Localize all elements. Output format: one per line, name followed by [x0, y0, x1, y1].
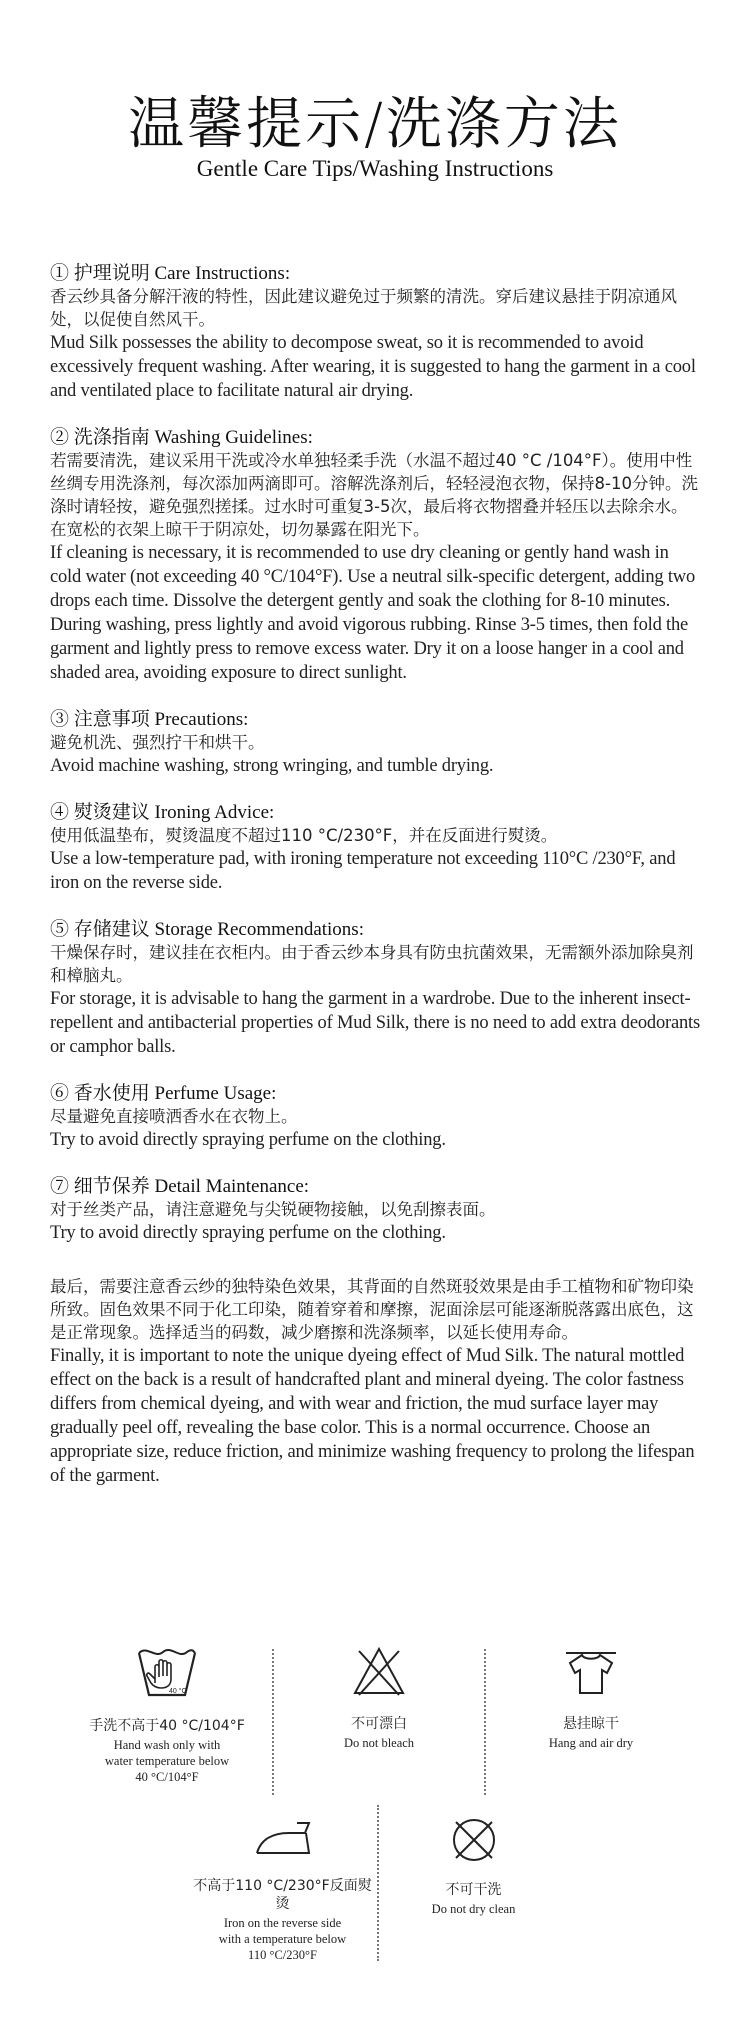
final-note	[50, 1275, 702, 1488]
care-symbol-hang-dry	[486, 1643, 696, 1795]
section-text-zh: 对于丝类产品，请注意避免与尖锐硬物接触，以免刮擦表面。	[50, 1200, 496, 1219]
section-text-zh: 干燥保存时，建议挂在衣柜内。由于香云纱本身具有防虫抗菌效果，无需额外添加除臭剂和樟脑丸。	[50, 943, 694, 985]
section-perfume	[50, 1082, 702, 1152]
care-label-zh: 不可干洗	[445, 1882, 502, 1898]
care-label-en: Hang and air dry	[548, 1736, 634, 1750]
section-text-en: Use a low-temperature pad, with ironing temperature not exceeding 110°C /230°F, and iron on the reverse side.	[50, 849, 676, 893]
section-text-en: If cleaning is necessary, it is recommended to use dry cleaning or gently hand wash in cold water (not exceeding 40 °C/104°F). Use a neutral silk-specific detergent, adding two drops each time. Dissolve the detergent gently and soak the clothing for 8-10 minutes. During washing, press lightly and avoid vigorous rubbing. Rinse 3-5 times, then fold the garment and lightly press to remove excess water. Dry it on a loose hanger in a cool and shaded area, avoiding exposure to direct sunlight.	[50, 543, 695, 683]
care-symbol-no-bleach	[274, 1643, 484, 1795]
section-text-en: Try to avoid directly spraying perfume on the clothing.	[50, 1130, 446, 1150]
section-text-en: Try to avoid directly spraying perfume on the clothing.	[50, 1223, 446, 1243]
section-text-en: Mud Silk possesses the ability to decompose sweat, so it is recommended to avoid excessively frequent washing. After wearing, it is suggested to hang the garment in a cool and ventilated place to facilitate natural air drying.	[50, 333, 696, 401]
care-label-zh: 手洗不高于40 °C/104°F	[89, 1718, 245, 1734]
page-subtitle: Gentle Care Tips/Washing Instructions	[196, 156, 554, 181]
section-text-en: Avoid machine washing, strong wringing, and tumble drying.	[50, 756, 494, 776]
care-label-zh: 不可漂白	[351, 1716, 407, 1732]
section-text-zh: 若需要清洗，建议采用干洗或冷水单独轻柔手洗（水温不超过40 °C /104°F）。使用中性丝绸专用洗涤剂，每次添加两滴即可。溶解洗涤剂后，轻轻浸泡衣物，保持8-10分钟。洗涤时请轻按，避免强烈搓揉。过水时可重复3-5次，最后将衣物摺叠并轻压以去除余水。在宽松的衣架上晾干于阴凉处，切勿暴露在阳光下。	[50, 451, 698, 539]
care-label-en: Iron on the reverse side with a temperature below 110 °C/230°F	[218, 1916, 347, 1962]
care-symbol-no-dry-clean	[379, 1813, 568, 1963]
no-bleach-icon	[350, 1643, 408, 1701]
iron-low-icon	[251, 1813, 315, 1863]
care-icons-row-2	[188, 1813, 566, 1963]
care-label-zh: 不高于110 °C/230°F反面熨烫	[193, 1878, 372, 1912]
page-title: 温馨提示/洗涤方法	[128, 92, 622, 157]
care-label-en: Hand wash only with water temperature below 40 °C/104°F	[104, 1738, 230, 1784]
section-heading: ① 护理说明 Care Instructions:	[50, 263, 291, 284]
hand-wash-icon	[135, 1643, 199, 1703]
section-heading: ② 洗涤指南 Washing Guidelines:	[50, 427, 313, 448]
care-icons-row-1	[62, 1643, 692, 1795]
final-note-en: Finally, it is important to note the unique dyeing effect of Mud Silk. The natural mottled effect on the back is a result of handcrafted plant and mineral dyeing. The color fastness differs from chemical dyeing, and with wear and friction, the mud surface layer may gradually peel off, revealing the base color. This is a normal occurrence. Choose an appropriate size, reduce friction, and minimize washing frequency to prolong the lifespan of the garment.	[50, 1346, 695, 1486]
care-content	[50, 262, 702, 1511]
hand-wash-temp: 40 °C	[169, 1688, 187, 1695]
section-heading: ④ 熨烫建议 Ironing Advice:	[50, 802, 275, 823]
care-label-en: Do not dry clean	[431, 1902, 516, 1916]
section-heading: ⑤ 存储建议 Storage Recommendations:	[50, 919, 364, 940]
section-text-zh: 避免机洗、强烈拧干和烘干。	[50, 733, 265, 752]
section-storage	[50, 918, 702, 1059]
section-detail-maintenance	[50, 1175, 702, 1245]
section-ironing-advice	[50, 801, 702, 895]
section-washing-guidelines	[50, 426, 702, 685]
section-heading: ③ 注意事项 Precautions:	[50, 709, 249, 730]
section-text-zh: 香云纱具备分解汗液的特性，因此建议避免过于频繁的清洗。穿后建议悬挂于阴凉通风处，以促使自然风干。	[50, 287, 677, 329]
section-care-instructions	[50, 262, 702, 403]
hang-dry-icon	[562, 1643, 620, 1701]
section-precautions	[50, 708, 702, 778]
section-text-zh: 尽量避免直接喷洒香水在衣物上。	[50, 1107, 298, 1126]
section-text-en: For storage, it is advisable to hang the garment in a wardrobe. Due to the inherent insect-repellent and antibacterial properties of Mud Silk, there is no need to add extra deodorants or camphor balls.	[50, 989, 700, 1057]
section-heading: ⑦ 细节保养 Detail Maintenance:	[50, 1176, 310, 1197]
final-note-zh: 最后，需要注意香云纱的独特染色效果，其背面的自然斑驳效果是由手工植物和矿物印染所致。固色效果不同于化工印染，随着穿着和摩擦，泥面涂层可能逐渐脱落露出底色，这是正常现象。选择适当的码数，减少磨擦和洗涤频率，以延长使用寿命。	[50, 1277, 694, 1342]
care-label-en: Do not bleach	[343, 1736, 415, 1750]
no-dry-clean-icon	[447, 1813, 501, 1867]
care-label-zh: 悬挂晾干	[563, 1716, 619, 1732]
care-symbol-hand-wash	[62, 1643, 272, 1795]
section-heading: ⑥ 香水使用 Perfume Usage:	[50, 1083, 277, 1104]
section-text-zh: 使用低温垫布，熨烫温度不超过110 °C/230°F，并在反面进行熨烫。	[50, 826, 558, 845]
care-symbol-iron	[188, 1813, 377, 1963]
